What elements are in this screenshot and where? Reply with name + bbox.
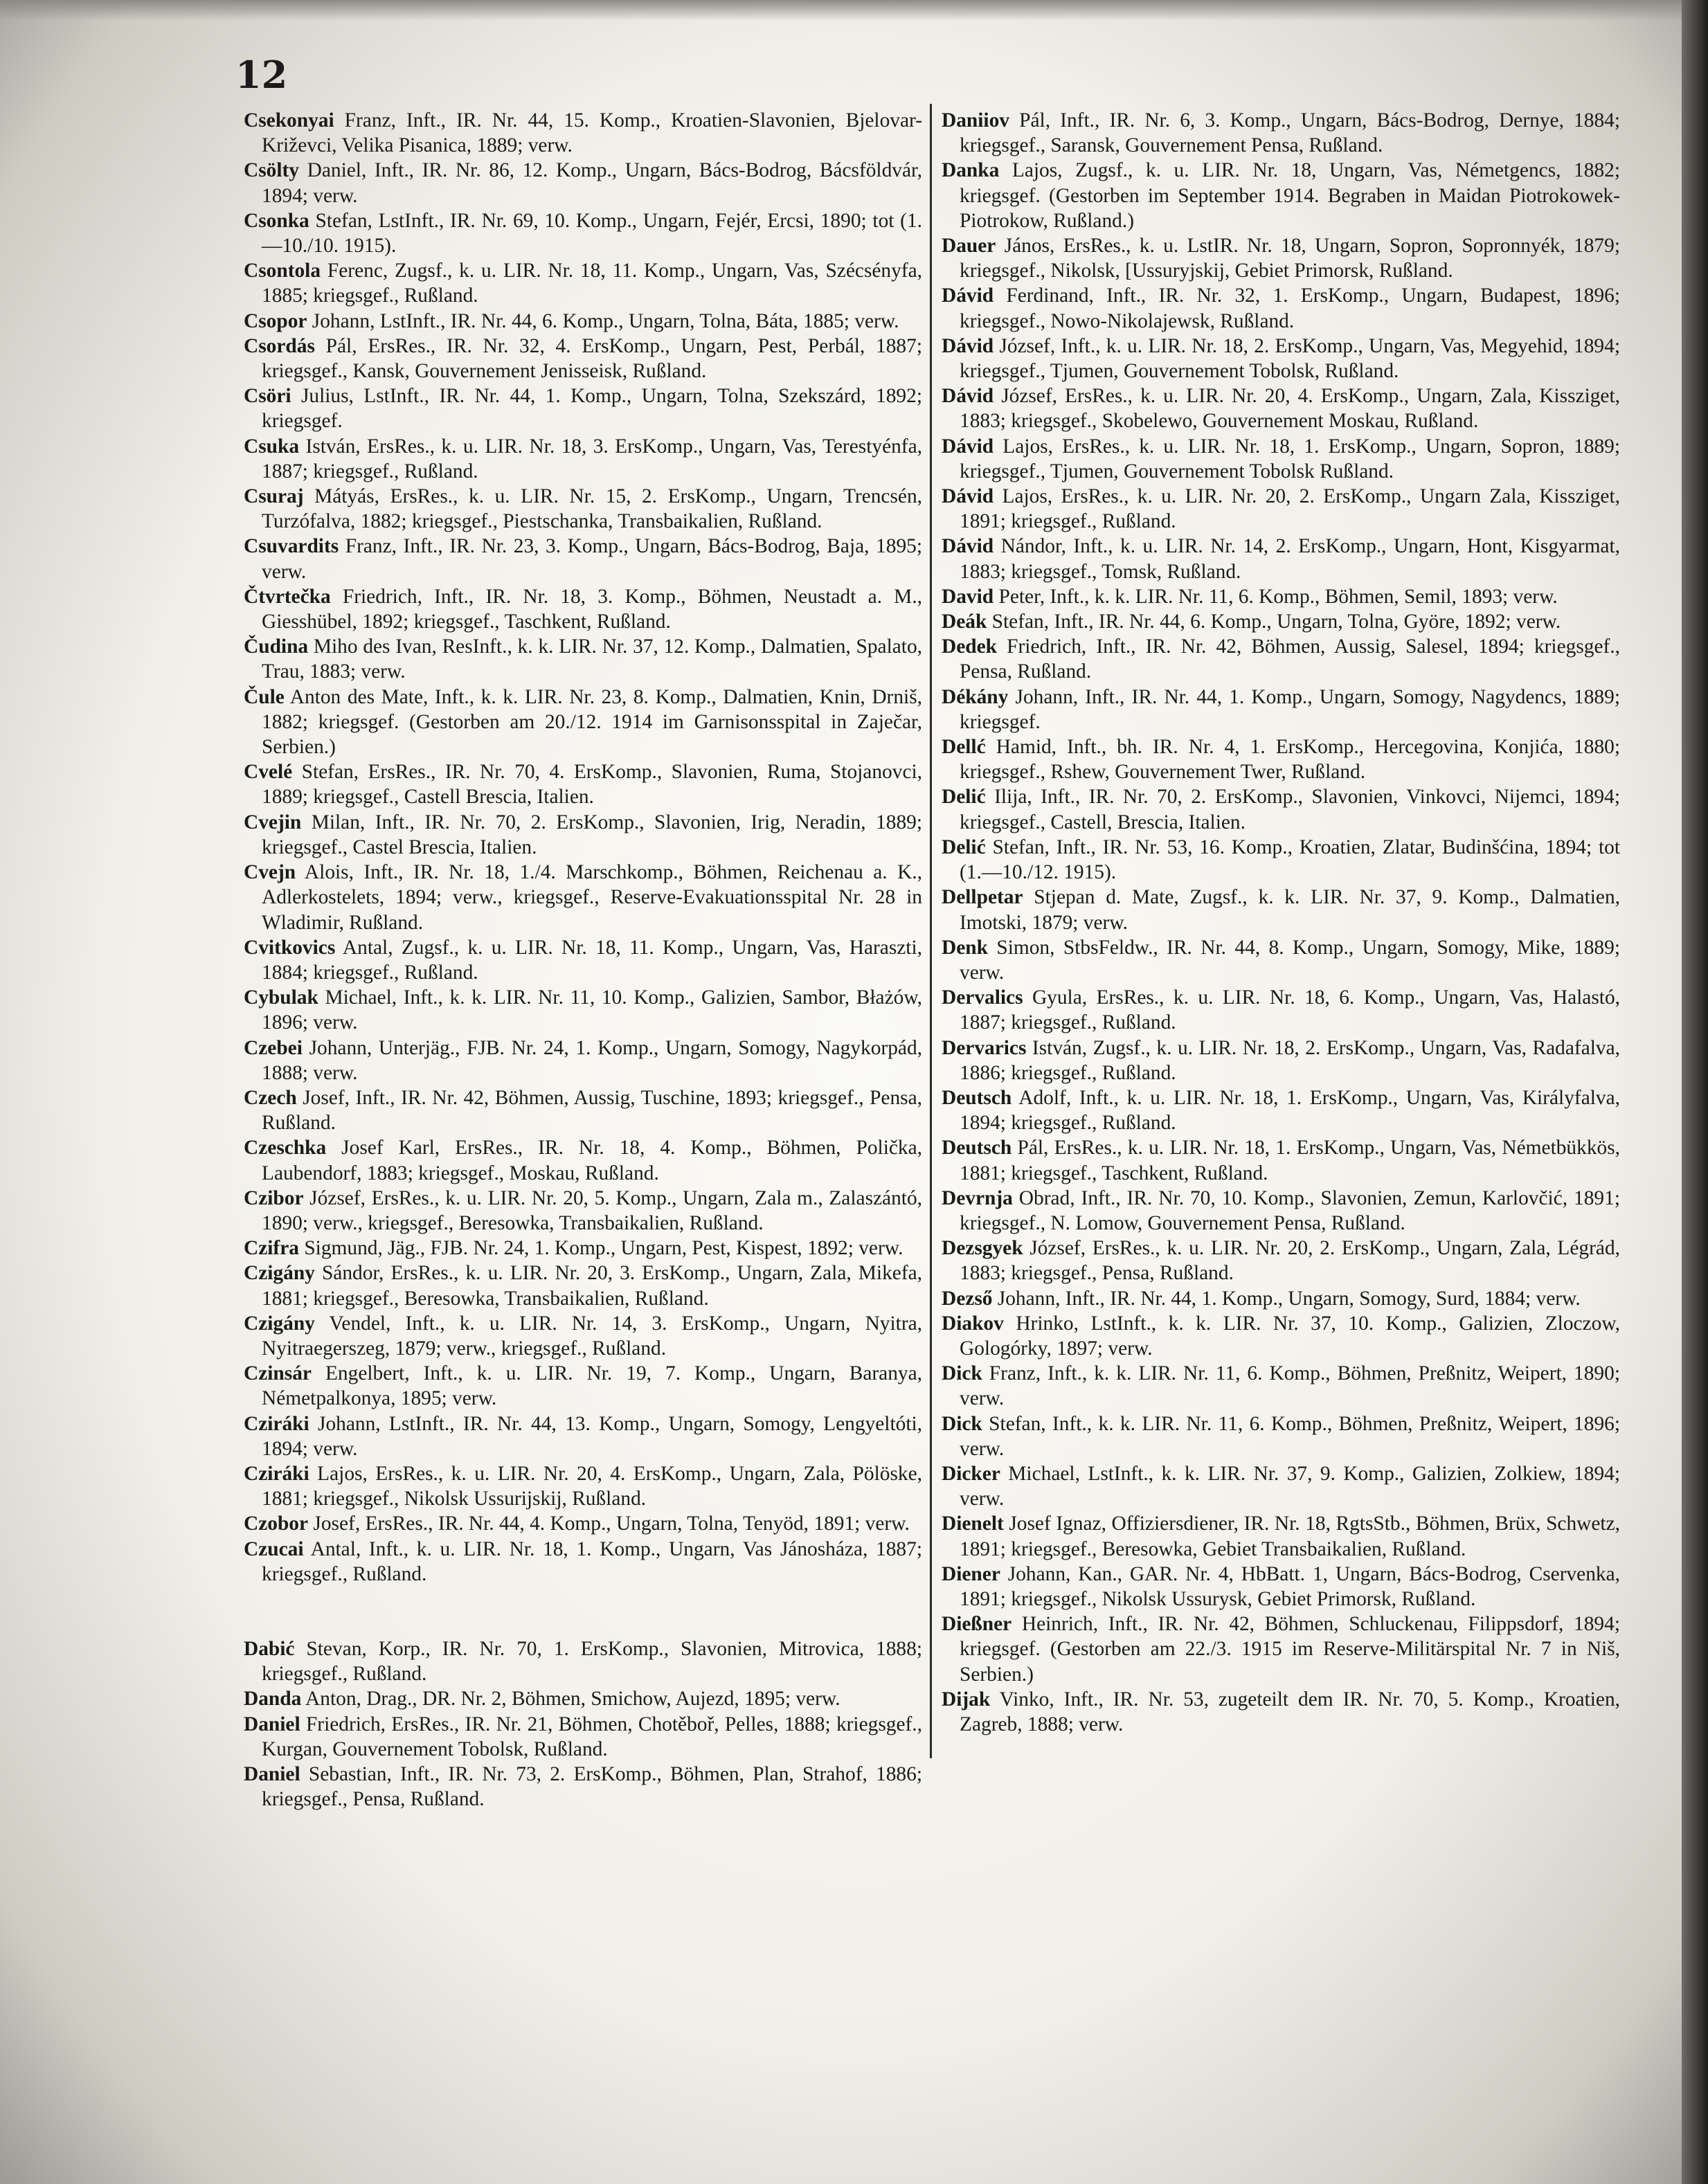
- entry-details: József, ErsRes., k. u. LIR. Nr. 20, 5. Komp., Ungarn, Zala m., Zalaszántó, 1890; verw., kriegsgef., Beresowka, Transbaikalien, Rußland.: [262, 1186, 922, 1234]
- register-entry: [942, 1612, 1620, 1687]
- entry-details: Miho des Ivan, ResInft., k. k. LIR. Nr. 37, 12. Komp., Dalmatien, Spalato, Trau, 1883; verw.: [262, 635, 922, 683]
- register-entry: [244, 759, 922, 809]
- entry-details: Adolf, Inft., k. u. LIR. Nr. 18, 1. ErsKomp., Ungarn, Vas, Királyfalva, 1894; kriegsgef., Rußland.: [960, 1086, 1620, 1135]
- entry-details: Friedrich, Inft., IR. Nr. 18, 3. Komp., Böhmen, Neustadt a. M., Giesshübel, 1892; kriegsgef., Taschkent, Rußland.: [262, 585, 922, 633]
- entry-surname: Dießner: [942, 1613, 1012, 1636]
- entry-details: Lajos, ErsRes., k. u. LIR. Nr. 20, 2. ErsKomp., Ungarn Zala, Kissziget, 1891; kriegsgef., Rußland.: [960, 485, 1620, 533]
- register-entry: [942, 383, 1620, 433]
- entry-details: Franz, Inft., IR. Nr. 23, 3. Komp., Ungarn, Bács-Bodrog, Baja, 1895; verw.: [262, 535, 922, 583]
- entry-surname: Deák: [942, 611, 987, 633]
- entry-details: István, Zugsf., k. u. LIR. Nr. 18, 2. ErsKomp., Ungarn, Vas, Radafalva, 1886; kriegsgef., Rußland.: [960, 1036, 1620, 1084]
- entry-details: Friedrich, Inft., IR. Nr. 42, Böhmen, Aussig, Salesel, 1894; kriegsgef., Pensa, Rußland.: [960, 635, 1620, 683]
- entry-details: Johann, Kan., GAR. Nr. 4, HbBatt. 1, Ungarn, Bács-Bodrog, Cservenka, 1891; kriegsgef., Nikolsk Ussurysk, Gebiet Primorsk, Rußland.: [960, 1562, 1620, 1610]
- entry-surname: Dávid: [942, 485, 994, 508]
- register-entry: [244, 484, 922, 534]
- entry-surname: Cziráki: [244, 1412, 309, 1435]
- entry-details: Ferdinand, Inft., IR. Nr. 32, 1. ErsKomp., Ungarn, Budapest, 1896; kriegsgef., Nowo-Nikolajewsk, Rußland.: [960, 285, 1620, 332]
- entry-details: Josef, ErsRes., IR. Nr. 44, 4. Komp., Ungarn, Tolna, Tenyöd, 1891; verw.: [308, 1513, 910, 1535]
- section-gap: [244, 1587, 922, 1636]
- entry-surname: Delić: [942, 786, 986, 809]
- entry-details: Michael, Inft., k. k. LIR. Nr. 11, 10. Komp., Galizien, Sambor, Błażów, 1896; verw.: [262, 986, 922, 1034]
- register-entry: [244, 860, 922, 935]
- register-entry: [942, 158, 1620, 233]
- entry-details: Ilija, Inft., IR. Nr. 70, 2. ErsKomp., Slavonien, Vinkovci, Nijemci, 1894; kriegsgef., Castell, Brescia, Italien.: [960, 786, 1620, 833]
- entry-surname: Diener: [942, 1562, 1000, 1585]
- register-entry: [244, 208, 922, 258]
- entry-surname: Czebei: [244, 1036, 303, 1059]
- left-entries-d-list: [244, 1636, 922, 1812]
- entry-details: Stefan, ErsRes., IR. Nr. 70, 4. ErsKomp., Slavonien, Ruma, Stojanovci, 1889; kriegsgef., Castell Brescia, Italien.: [262, 761, 922, 809]
- entry-surname: Csölty: [244, 159, 300, 182]
- register-entry: [244, 1261, 922, 1310]
- entry-surname: Czeschka: [244, 1137, 327, 1159]
- entry-surname: Czigány: [244, 1262, 315, 1285]
- entry-details: Sándor, ErsRes., k. u. LIR. Nr. 20, 3. ErsKomp., Ungarn, Zala, Mikefa, 1881; kriegsgef., Beresowka, Transbaikalien, Rußland.: [262, 1262, 922, 1310]
- entry-details: Johann, LstInft., IR. Nr. 44, 6. Komp., Ungarn, Tolna, Báta, 1885; verw.: [307, 309, 899, 332]
- register-entry: [244, 383, 922, 433]
- entry-details: Franz, Inft., k. k. LIR. Nr. 11, 6. Komp., Böhmen, Preßnitz, Weipert, 1890; verw.: [960, 1362, 1620, 1410]
- register-entry: [244, 1186, 922, 1236]
- register-entry: [244, 309, 922, 334]
- register-entry: [942, 1461, 1620, 1511]
- entry-details: József, ErsRes., k. u. LIR. Nr. 20, 4. ErsKomp., Ungarn, Zala, Kissziget, 1883; kriegsgef., Skobelewo, Gouvernement Moskau, Rußland.: [960, 385, 1620, 433]
- entry-details: Hamid, Inft., bh. IR. Nr. 4, 1. ErsKomp., Hercegovina, Konjića, 1880; kriegsgef., Rshew, Gouvernement Twer, Rußland.: [960, 736, 1620, 784]
- entry-surname: Cziráki: [244, 1462, 309, 1485]
- register-entry: [942, 734, 1620, 784]
- entry-surname: Czech: [244, 1086, 297, 1109]
- entry-surname: Dávid: [942, 385, 994, 408]
- entry-details: Johann, Inft., IR. Nr. 44, 1. Komp., Ungarn, Somogy, Nagydencs, 1889; kriegsgef.: [960, 685, 1620, 733]
- register-entry: [244, 1411, 922, 1461]
- entry-details: Pál, Inft., IR. Nr. 6, 3. Komp., Ungarn, Bács-Bodrog, Dernye, 1884; kriegsgef., Saransk, Gouvernement Pensa, Rußland.: [960, 109, 1620, 157]
- register-entry: [942, 1562, 1620, 1612]
- register-entry: [244, 1236, 922, 1261]
- entry-details: Josef Karl, ErsRes., IR. Nr. 18, 4. Komp., Böhmen, Polička, Laubendorf, 1883; kriegsgef., Moskau, Rußland.: [262, 1137, 922, 1184]
- entry-details: Alois, Inft., IR. Nr. 18, 1./4. Marschkomp., Böhmen, Reichenau a. K., Adlerkostelets, 1894; verw., kriegsgef., Reserve-Evakuationsspital Nr. 28 in Wladimir, Rußland.: [262, 861, 922, 934]
- entry-details: János, ErsRes., k. u. LstIR. Nr. 18, Ungarn, Sopron, Sopronnyék, 1879; kriegsgef., Nikolsk, [Ussuryjskij, Gebiet Primorsk, Rußland.: [960, 235, 1620, 282]
- register-entry: [244, 1762, 922, 1812]
- left-entries-list: [244, 108, 922, 1587]
- entry-details: Heinrich, Inft., IR. Nr. 42, Böhmen, Schluckenau, Filippsdorf, 1894; kriegsgef. (Gestorben am 22./3. 1915 im Reserve-Militärspital Nr. 7 in Niš, Serbien.): [960, 1613, 1620, 1686]
- entry-details: Johann, Inft., IR. Nr. 44, 1. Komp., Ungarn, Somogy, Surd, 1884; verw.: [992, 1287, 1581, 1310]
- register-entry: [942, 1135, 1620, 1185]
- page-top-shadow: [0, 0, 1708, 21]
- register-entry: [244, 434, 922, 484]
- entry-details: Obrad, Inft., IR. Nr. 70, 10. Komp., Slavonien, Zemun, Karlovčić, 1891; kriegsgef., N. Lomow, Gouvernement Pensa, Rußland.: [960, 1186, 1620, 1234]
- entry-details: Stevan, Korp., IR. Nr. 70, 1. ErsKomp., Slavonien, Mitrovica, 1888; kriegsgef., Rußland.: [262, 1637, 922, 1686]
- register-entry: [244, 1712, 922, 1762]
- register-entry: [244, 1361, 922, 1411]
- register-entry: [942, 584, 1620, 609]
- register-entry: [942, 434, 1620, 484]
- register-entry: [244, 985, 922, 1035]
- left-column: [244, 108, 922, 1812]
- register-entry: [942, 1311, 1620, 1361]
- register-entry: [244, 258, 922, 308]
- entry-details: Stefan, Inft., IR. Nr. 44, 6. Komp., Ungarn, Tolna, Györe, 1892; verw.: [987, 611, 1561, 633]
- entry-details: Franz, Inft., IR. Nr. 44, 15. Komp., Kroatien-Slavonien, Bjelovar-Križevci, Velika Pisanica, 1889; verw.: [262, 109, 922, 157]
- entry-surname: Dávid: [942, 535, 994, 558]
- register-entry: [942, 1186, 1620, 1236]
- register-entry: [942, 283, 1620, 333]
- entry-details: Sigmund, Jäg., FJB. Nr. 24, 1. Komp., Ungarn, Pest, Kispest, 1892; verw.: [298, 1237, 904, 1260]
- entry-surname: Čule: [244, 685, 285, 708]
- entry-surname: Dabić: [244, 1637, 295, 1660]
- entry-surname: Diakov: [942, 1312, 1004, 1335]
- entry-surname: Daniel: [244, 1713, 300, 1735]
- register-entry: [244, 1511, 922, 1536]
- entry-surname: Czucai: [244, 1537, 304, 1560]
- register-entry: [244, 1636, 922, 1686]
- entry-surname: Cvejn: [244, 861, 296, 884]
- entry-surname: Csordás: [244, 334, 315, 357]
- page-right-edge: [1682, 0, 1708, 2184]
- register-entry: [244, 1461, 922, 1511]
- entry-surname: Czinsár: [244, 1362, 312, 1385]
- entry-surname: Dicker: [942, 1462, 1000, 1485]
- register-entry: [942, 609, 1620, 634]
- register-entry: [942, 1411, 1620, 1461]
- entry-surname: Csontola: [244, 260, 321, 282]
- entry-details: Vendel, Inft., k. u. LIR. Nr. 14, 3. ErsKomp., Ungarn, Nyitra, Nyitraegerszeg, 1879; verw., kriegsgef., Rußland.: [262, 1312, 922, 1360]
- entry-details: Gyula, ErsRes., k. u. LIR. Nr. 18, 6. Komp., Ungarn, Vas, Halastó, 1887; kriegsgef., Rußland.: [960, 986, 1620, 1034]
- register-entry: [942, 334, 1620, 383]
- entry-details: Engelbert, Inft., k. u. LIR. Nr. 19, 7. Komp., Ungarn, Baranya, Németpalkonya, 1895; verw.: [262, 1362, 922, 1410]
- entry-details: Nándor, Inft., k. u. LIR. Nr. 14, 2. ErsKomp., Ungarn, Hont, Kisgyarmat, 1883; kriegsgef., Tomsk, Rußland.: [960, 535, 1620, 583]
- entry-surname: Denk: [942, 936, 988, 959]
- entry-details: Lajos, Zugsf., k. u. LIR. Nr. 18, Ungarn, Vas, Németgencs, 1882; kriegsgef. (Gestorben im September 1914. Begraben in Maidan Piotrokowek-Piotrokow, Rußland.): [960, 159, 1620, 232]
- page-number: 12: [235, 53, 288, 97]
- entry-surname: Csopor: [244, 309, 307, 332]
- entry-surname: Csuraj: [244, 485, 304, 508]
- register-entry: [244, 1537, 922, 1587]
- register-entry: [244, 584, 922, 634]
- entry-surname: Dauer: [942, 235, 996, 258]
- entry-details: Stjepan d. Mate, Zugsf., k. k. LIR. Nr. 37, 9. Komp., Dalmatien, Imotski, 1879; verw.: [960, 886, 1620, 934]
- entry-details: Stefan, Inft., IR. Nr. 53, 16. Komp., Kroatien, Zlatar, Budinšćina, 1894; tot (1.—10./12. 1915).: [960, 836, 1620, 884]
- entry-details: Stefan, LstInft., IR. Nr. 69, 10. Komp., Ungarn, Fejér, Ercsi, 1890; tot (1.—10./10. 1915).: [262, 209, 922, 258]
- entry-surname: Dávid: [942, 334, 994, 357]
- entry-surname: Dervarics: [942, 1036, 1027, 1059]
- entry-surname: Cybulak: [244, 986, 318, 1009]
- entry-surname: Csöri: [244, 385, 291, 408]
- entry-surname: Dávid: [942, 285, 994, 307]
- entry-surname: Daniiov: [942, 109, 1009, 132]
- entry-details: Antal, Inft., k. u. LIR. Nr. 18, 1. Komp., Ungarn, Vas Jánosháza, 1887; kriegsgef., Rußland.: [262, 1537, 922, 1585]
- register-entry: [942, 233, 1620, 283]
- entry-details: Milan, Inft., IR. Nr. 70, 2. ErsKomp., Slavonien, Irig, Neradin, 1889; kriegsgef., Castel Brescia, Italien.: [262, 811, 922, 858]
- entry-surname: Csuka: [244, 435, 300, 458]
- entry-surname: Daniel: [244, 1763, 300, 1785]
- entry-details: Friedrich, ErsRes., IR. Nr. 21, Böhmen, Chotěboř, Pelles, 1888; kriegsgef., Kurgan, Gouvernement Tobolsk, Rußland.: [262, 1713, 922, 1760]
- register-entry: [942, 1511, 1620, 1561]
- entry-surname: Dávid: [942, 435, 994, 458]
- register-entry: [244, 1036, 922, 1085]
- register-entry: [942, 885, 1620, 935]
- register-entry: [942, 835, 1620, 885]
- register-entry: [942, 484, 1620, 534]
- entry-surname: Czibor: [244, 1186, 304, 1209]
- entry-surname: Dezsgyek: [942, 1237, 1023, 1260]
- entry-surname: David: [942, 585, 994, 608]
- entry-surname: Dellpetar: [942, 886, 1023, 909]
- register-entry: [244, 685, 922, 760]
- entry-details: Daniel, Inft., IR. Nr. 86, 12. Komp., Ungarn, Bács-Bodrog, Bácsföldvár, 1894; verw.: [262, 159, 922, 207]
- register-entry: [244, 334, 922, 383]
- register-entry: [244, 1135, 922, 1185]
- entry-details: Pál, ErsRes., IR. Nr. 32, 4. ErsKomp., Ungarn, Pest, Perbál, 1887; kriegsgef., Kansk, Gouvernement Jenisseisk, Rußland.: [262, 334, 922, 383]
- entry-details: Stefan, Inft., k. k. LIR. Nr. 11, 6. Komp., Böhmen, Preßnitz, Weipert, 1896; verw.: [960, 1412, 1620, 1460]
- entry-surname: Cvejin: [244, 811, 302, 833]
- entry-details: Hrinko, LstInft., k. k. LIR. Nr. 37, 10. Komp., Galizien, Zloczow, Gologórky, 1897; verw.: [960, 1312, 1620, 1360]
- register-entry: [942, 1085, 1620, 1135]
- entry-surname: Dijak: [942, 1688, 991, 1711]
- entry-surname: Dervalics: [942, 986, 1023, 1009]
- register-entry: [942, 1236, 1620, 1285]
- register-entry: [244, 1311, 922, 1361]
- entry-surname: Csuvardits: [244, 535, 339, 558]
- entry-surname: Delić: [942, 836, 986, 858]
- register-entry: [244, 1085, 922, 1135]
- entry-details: Johann, LstInft., IR. Nr. 44, 13. Komp., Ungarn, Somogy, Lengyeltóti, 1894; verw.: [262, 1412, 922, 1460]
- register-entry: [942, 1361, 1620, 1411]
- register-entry: [942, 1687, 1620, 1737]
- entry-details: Johann, Unterjäg., FJB. Nr. 24, 1. Komp., Ungarn, Somogy, Nagykorpád, 1888; verw.: [262, 1036, 922, 1084]
- entry-surname: Dékány: [942, 685, 1009, 708]
- entry-surname: Dick: [942, 1362, 982, 1385]
- entry-surname: Cvelé: [244, 761, 293, 784]
- entry-surname: Csonka: [244, 209, 309, 232]
- entry-surname: Dezső: [942, 1287, 993, 1310]
- register-entry: [942, 1036, 1620, 1085]
- entry-details: Antal, Zugsf., k. u. LIR. Nr. 18, 11. Komp., Ungarn, Vas, Haraszti, 1884; kriegsgef., Rußland.: [262, 936, 922, 984]
- entry-surname: Cvitkovics: [244, 936, 336, 959]
- entry-details: Pál, ErsRes., k. u. LIR. Nr. 18, 1. ErsKomp., Ungarn, Vas, Németbükkös, 1881; kriegsgef., Taschkent, Rußland.: [960, 1137, 1620, 1184]
- entry-surname: Csekonyai: [244, 109, 334, 132]
- register-entry: [244, 810, 922, 860]
- register-entry: [942, 935, 1620, 985]
- entry-surname: Devrnja: [942, 1186, 1013, 1209]
- register-entry: [244, 634, 922, 684]
- entry-surname: Danda: [244, 1688, 302, 1711]
- register-entry: [942, 634, 1620, 684]
- entry-details: Simon, StbsFeldw., IR. Nr. 44, 8. Komp., Ungarn, Somogy, Mike, 1889; verw.: [960, 936, 1620, 984]
- entry-surname: Dellć: [942, 736, 986, 759]
- entry-details: Ferenc, Zugsf., k. u. LIR. Nr. 18, 11. Komp., Ungarn, Vas, Szécsényfa, 1885; kriegsgef., Rußland.: [262, 260, 922, 307]
- register-entry: [244, 534, 922, 584]
- register-entry: [942, 108, 1620, 158]
- right-column: [942, 108, 1620, 1737]
- register-entry: [942, 685, 1620, 734]
- entry-surname: Deutsch: [942, 1086, 1012, 1109]
- entry-details: Michael, LstInft., k. k. LIR. Nr. 37, 9. Komp., Galizien, Zolkiew, 1894; verw.: [960, 1462, 1620, 1510]
- entry-details: Lajos, ErsRes., k. u. LIR. Nr. 20, 4. ErsKomp., Ungarn, Zala, Pölöske, 1881; kriegsgef., Nikolsk Ussurijskij, Rußland.: [262, 1462, 922, 1510]
- register-entry: [942, 1286, 1620, 1311]
- entry-surname: Czifra: [244, 1237, 299, 1260]
- entry-details: Josef, Inft., IR. Nr. 42, Böhmen, Aussig, Tuschine, 1893; kriegsgef., Pensa, Rußland.: [262, 1086, 922, 1135]
- entry-details: Josef Ignaz, Offiziersdiener, IR. Nr. 18, RgtsStb., Böhmen, Brüx, Schwetz, 1891; kriegsgef., Beresowka, Gebiet Transbaikalien, Rußland.: [960, 1513, 1620, 1560]
- entry-surname: Deutsch: [942, 1137, 1012, 1159]
- entry-details: József, ErsRes., k. u. LIR. Nr. 20, 2. ErsKomp., Ungarn, Zala, Légrád, 1883; kriegsgef., Pensa, Rußland.: [960, 1237, 1620, 1285]
- entry-details: Mátyás, ErsRes., k. u. LIR. Nr. 15, 2. ErsKomp., Ungarn, Trencsén, Turzófalva, 1882; kriegsgef., Piestschanka, Transbaikalien, Rußland.: [262, 485, 922, 533]
- entry-surname: Čudina: [244, 635, 309, 658]
- right-entries-list: [942, 108, 1620, 1737]
- entry-details: Sebastian, Inft., IR. Nr. 73, 2. ErsKomp., Böhmen, Plan, Strahof, 1886; kriegsgef., Pensa, Rußland.: [262, 1763, 922, 1811]
- register-entry: [942, 534, 1620, 584]
- entry-details: Peter, Inft., k. k. LIR. Nr. 11, 6. Komp., Böhmen, Semil, 1893; verw.: [994, 585, 1558, 608]
- entry-details: István, ErsRes., k. u. LIR. Nr. 18, 3. ErsKomp., Ungarn, Vas, Terestyénfa, 1887; kriegsgef., Rußland.: [262, 435, 922, 482]
- entry-surname: Dedek: [942, 635, 998, 658]
- entry-details: Julius, LstInft., IR. Nr. 44, 1. Komp., Ungarn, Tolna, Szekszárd, 1892; kriegsgef.: [262, 385, 922, 433]
- entry-surname: Dienelt: [942, 1513, 1004, 1535]
- register-entry: [244, 935, 922, 985]
- entry-details: Lajos, ErsRes., k. u. LIR. Nr. 18, 1. ErsKomp., Ungarn, Sopron, 1889; kriegsgef., Tjumen, Gouvernement Tobolsk Rußland.: [960, 435, 1620, 482]
- entry-surname: Čtvrtečka: [244, 585, 331, 608]
- entry-details: Vinko, Inft., IR. Nr. 53, zugeteilt dem IR. Nr. 70, 5. Komp., Kroatien, Zagreb, 1888; verw.: [960, 1688, 1620, 1735]
- entry-surname: Dick: [942, 1412, 982, 1435]
- register-entry: [244, 108, 922, 158]
- column-divider: [930, 104, 932, 1758]
- entry-details: Anton des Mate, Inft., k. k. LIR. Nr. 23, 8. Komp., Dalmatien, Knin, Drniš, 1882; kriegsgef. (Gestorben am 20./12. 1914 im Garnisonsspital in Zaječar, Serbien.): [262, 685, 922, 759]
- register-entry: [942, 985, 1620, 1035]
- entry-surname: Czigány: [244, 1312, 315, 1335]
- entry-surname: Czobor: [244, 1513, 309, 1535]
- register-entry: [244, 1686, 922, 1711]
- entry-details: József, Inft., k. u. LIR. Nr. 18, 2. ErsKomp., Ungarn, Vas, Megyehid, 1894; kriegsgef., Tjumen, Gouvernement Tobolsk, Rußland.: [960, 334, 1620, 383]
- register-entry: [942, 784, 1620, 834]
- register-entry: [244, 158, 922, 208]
- entry-surname: Danka: [942, 159, 1000, 182]
- entry-details: Anton, Drag., DR. Nr. 2, Böhmen, Smichow, Aujezd, 1895; verw.: [301, 1688, 840, 1711]
